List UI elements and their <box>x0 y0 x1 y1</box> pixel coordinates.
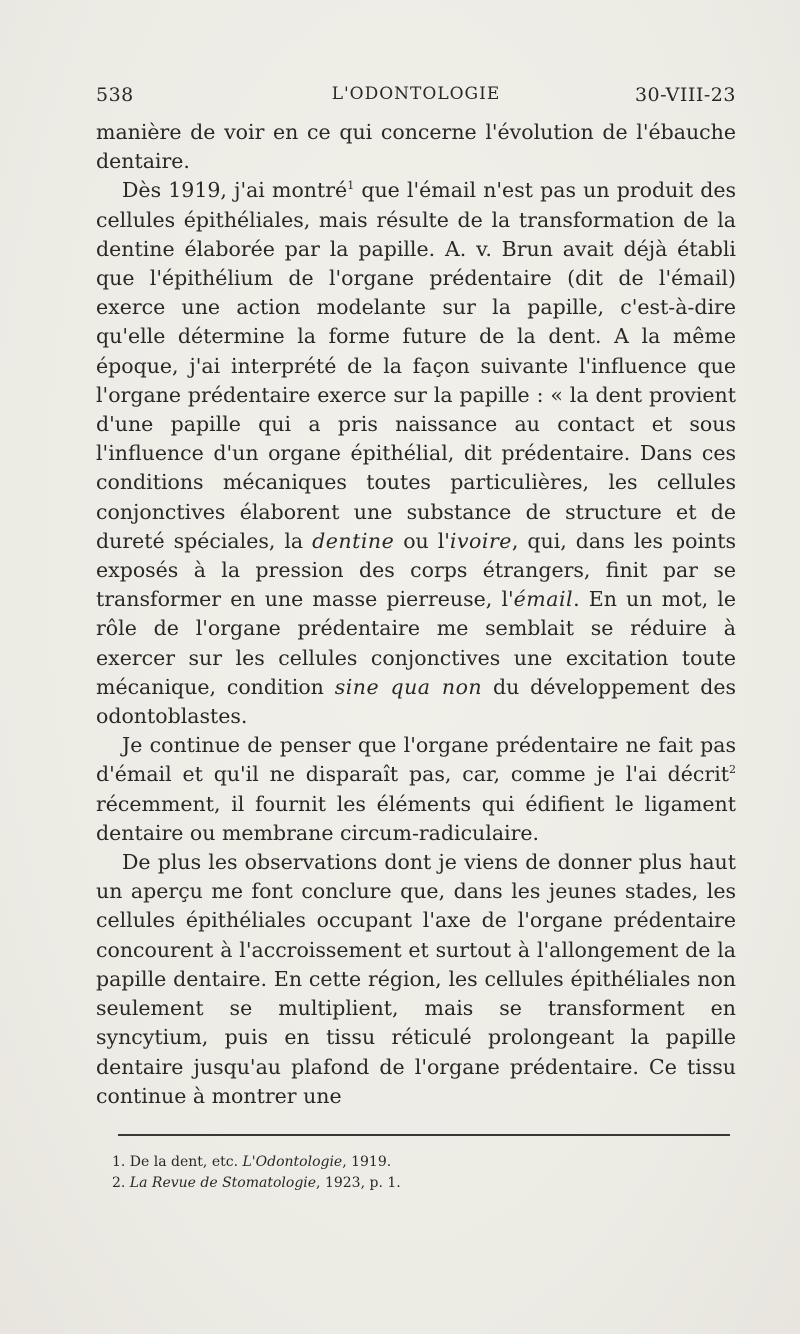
running-header <box>96 84 736 112</box>
text-run: , qui, dans les points exposés à la pression des corps étrangers, finit par se transformer en une masse pierreuse, l' <box>96 528 736 612</box>
text-run: Dès 1919, j'ai montré <box>122 178 348 203</box>
text-run: , 1923, p. 1. <box>316 1175 401 1191</box>
italic-dentine: dentine <box>312 528 395 553</box>
text-run: du développement des odontoblastes. <box>96 674 736 729</box>
paragraph-2 <box>96 176 736 731</box>
paragraph-4: De plus les observations dont je viens de donner plus haut un aperçu me font conclure que, dans les jeunes stades, les cellules épithéliales occupant l'axe de l'organe prédentaire concourent à l'accroissement et surtout à l'allongement de la papille dentaire. En cette région, les cellules épithéliales non seulement se multiplient, mais se transforment en syncytium, puis en tissu réticulé prolongeant la papille dentaire jusqu'au plafond de l'organe prédentaire. Ce tissu continue à montrer une <box>96 850 736 1108</box>
footnote-ref-2: 2 <box>729 763 736 777</box>
italic-title: L'Odontologie <box>242 1154 343 1170</box>
issue-date: 30-VIII-23 <box>634 84 736 106</box>
italic-sine-qua-non: sine qua non <box>334 674 483 699</box>
text-run: De la dent, etc. <box>125 1154 243 1170</box>
footnote-1 <box>112 1152 712 1173</box>
text-run: que l'émail n'est pas un produit des cellules épithéliales, mais résulte de la transformation de la dentine élaborée par la papille. A. v. Brun avait déjà établi que l'épithélium de l'organe prédentaire (dit de l'émail) exerce une action modelante sur la papille, c'est-à-dire qu'elle détermine la forme future de la dent. A la même époque, j'ai interprété de la façon suivante l'influence que l'organe prédentaire exerce sur la papille : « la dent provient d'une papille qui a pris naissance au contact et sous l'influence d'un organe épithélial, dit prédentaire. Dans ces conditions mécaniques toutes particulières, les cellules conjonctives élaborent une substance de structure et de dureté spéciales, la <box>96 178 737 553</box>
text-run: . En un mot, le rôle de l'organe prédentaire me semblait se réduire à exercer sur les cellules conjonctives une excitation toute mécanique, condition <box>96 587 736 699</box>
paragraph-3 <box>96 731 736 848</box>
text-run: ou l' <box>394 528 450 553</box>
italic-title: La Revue de Stomatologie <box>125 1175 317 1191</box>
italic-ivoire: ivoire <box>449 528 512 553</box>
text-run: , 1919. <box>342 1154 392 1170</box>
text-run: récemment, il fournit les éléments qui édifient le ligament dentaire ou membrane circum-radiculaire. <box>96 791 736 845</box>
text-run: Je continue de penser que l'organe prédentaire ne fait pas d'émail et qu'il ne disparaît pas, car, comme je l'ai décrit <box>96 733 736 787</box>
paragraph-1: manière de voir en ce qui concerne l'évolution de l'ébauche dentaire. <box>96 120 736 174</box>
footnote-ref-1: 1 <box>347 179 355 193</box>
page-number: 538 <box>96 84 134 106</box>
footnote-divider <box>118 1134 730 1136</box>
footnotes <box>112 1152 712 1194</box>
body-text <box>96 118 736 1111</box>
footnote-2 <box>112 1173 712 1194</box>
footnote-number: 1. <box>112 1154 126 1170</box>
journal-title: L'ODONTOLOGIE <box>331 84 501 104</box>
footnote-number: 2. <box>112 1175 126 1191</box>
italic-email: émail <box>513 587 574 612</box>
